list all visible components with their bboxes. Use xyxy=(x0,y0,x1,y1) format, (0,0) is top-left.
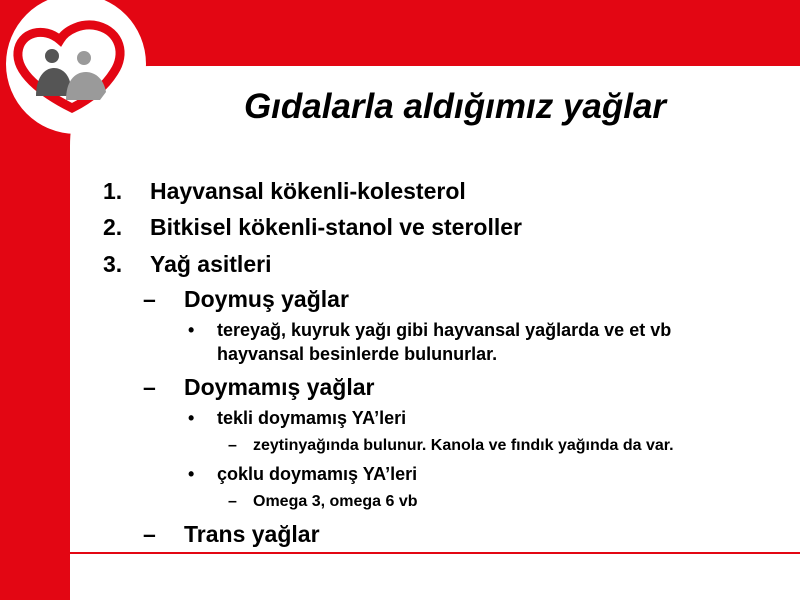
heading-doymamis: Doymamış yağlar xyxy=(184,374,375,400)
list-number-2: 2. xyxy=(103,214,123,240)
heading-doymus: Doymuş yağlar xyxy=(184,286,349,312)
bullet-text-tekli: tekli doymamış YA’leri xyxy=(217,408,407,428)
dash-marker-doymus: – xyxy=(143,286,156,312)
bullet-text-coklu: çoklu doymamış YA’leri xyxy=(217,464,418,484)
heading-trans: Trans yağlar xyxy=(184,521,320,547)
list-item-1: Hayvansal kökenli-kolesterol xyxy=(150,178,466,204)
bullet-text-doymus-line2: hayvansal besinlerde bulunurlar. xyxy=(217,344,498,364)
list-item-2: Bitkisel kökenli-stanol ve steroller xyxy=(150,214,522,240)
dash-marker-trans: – xyxy=(143,521,156,547)
list-item-3: Yağ asitleri xyxy=(150,251,272,277)
sub-text-tekli: zeytinyağında bulunur. Kanola ve fındık yağında da var. xyxy=(253,437,674,454)
list-number-1: 1. xyxy=(103,178,123,204)
bottom-divider-line xyxy=(68,552,800,554)
dash-marker-doymamis: – xyxy=(143,374,156,400)
dash-marker-tekli-sub: – xyxy=(228,437,237,454)
bullet-marker-coklu: • xyxy=(188,464,195,484)
dash-marker-coklu-sub: – xyxy=(228,493,237,510)
bullet-marker-tekli: • xyxy=(188,408,195,428)
slide-title: Gıdalarla aldığımız yağlar xyxy=(243,87,667,126)
sub-text-coklu: Omega 3, omega 6 vb xyxy=(253,493,418,510)
bullet-marker-doymus: • xyxy=(188,320,195,340)
logo-disc xyxy=(6,0,146,134)
list-number-3: 3. xyxy=(103,251,123,277)
bullet-text-doymus-line1: tereyağ, kuyruk yağı gibi hayvansal yağlarda ve et vb xyxy=(217,320,672,340)
